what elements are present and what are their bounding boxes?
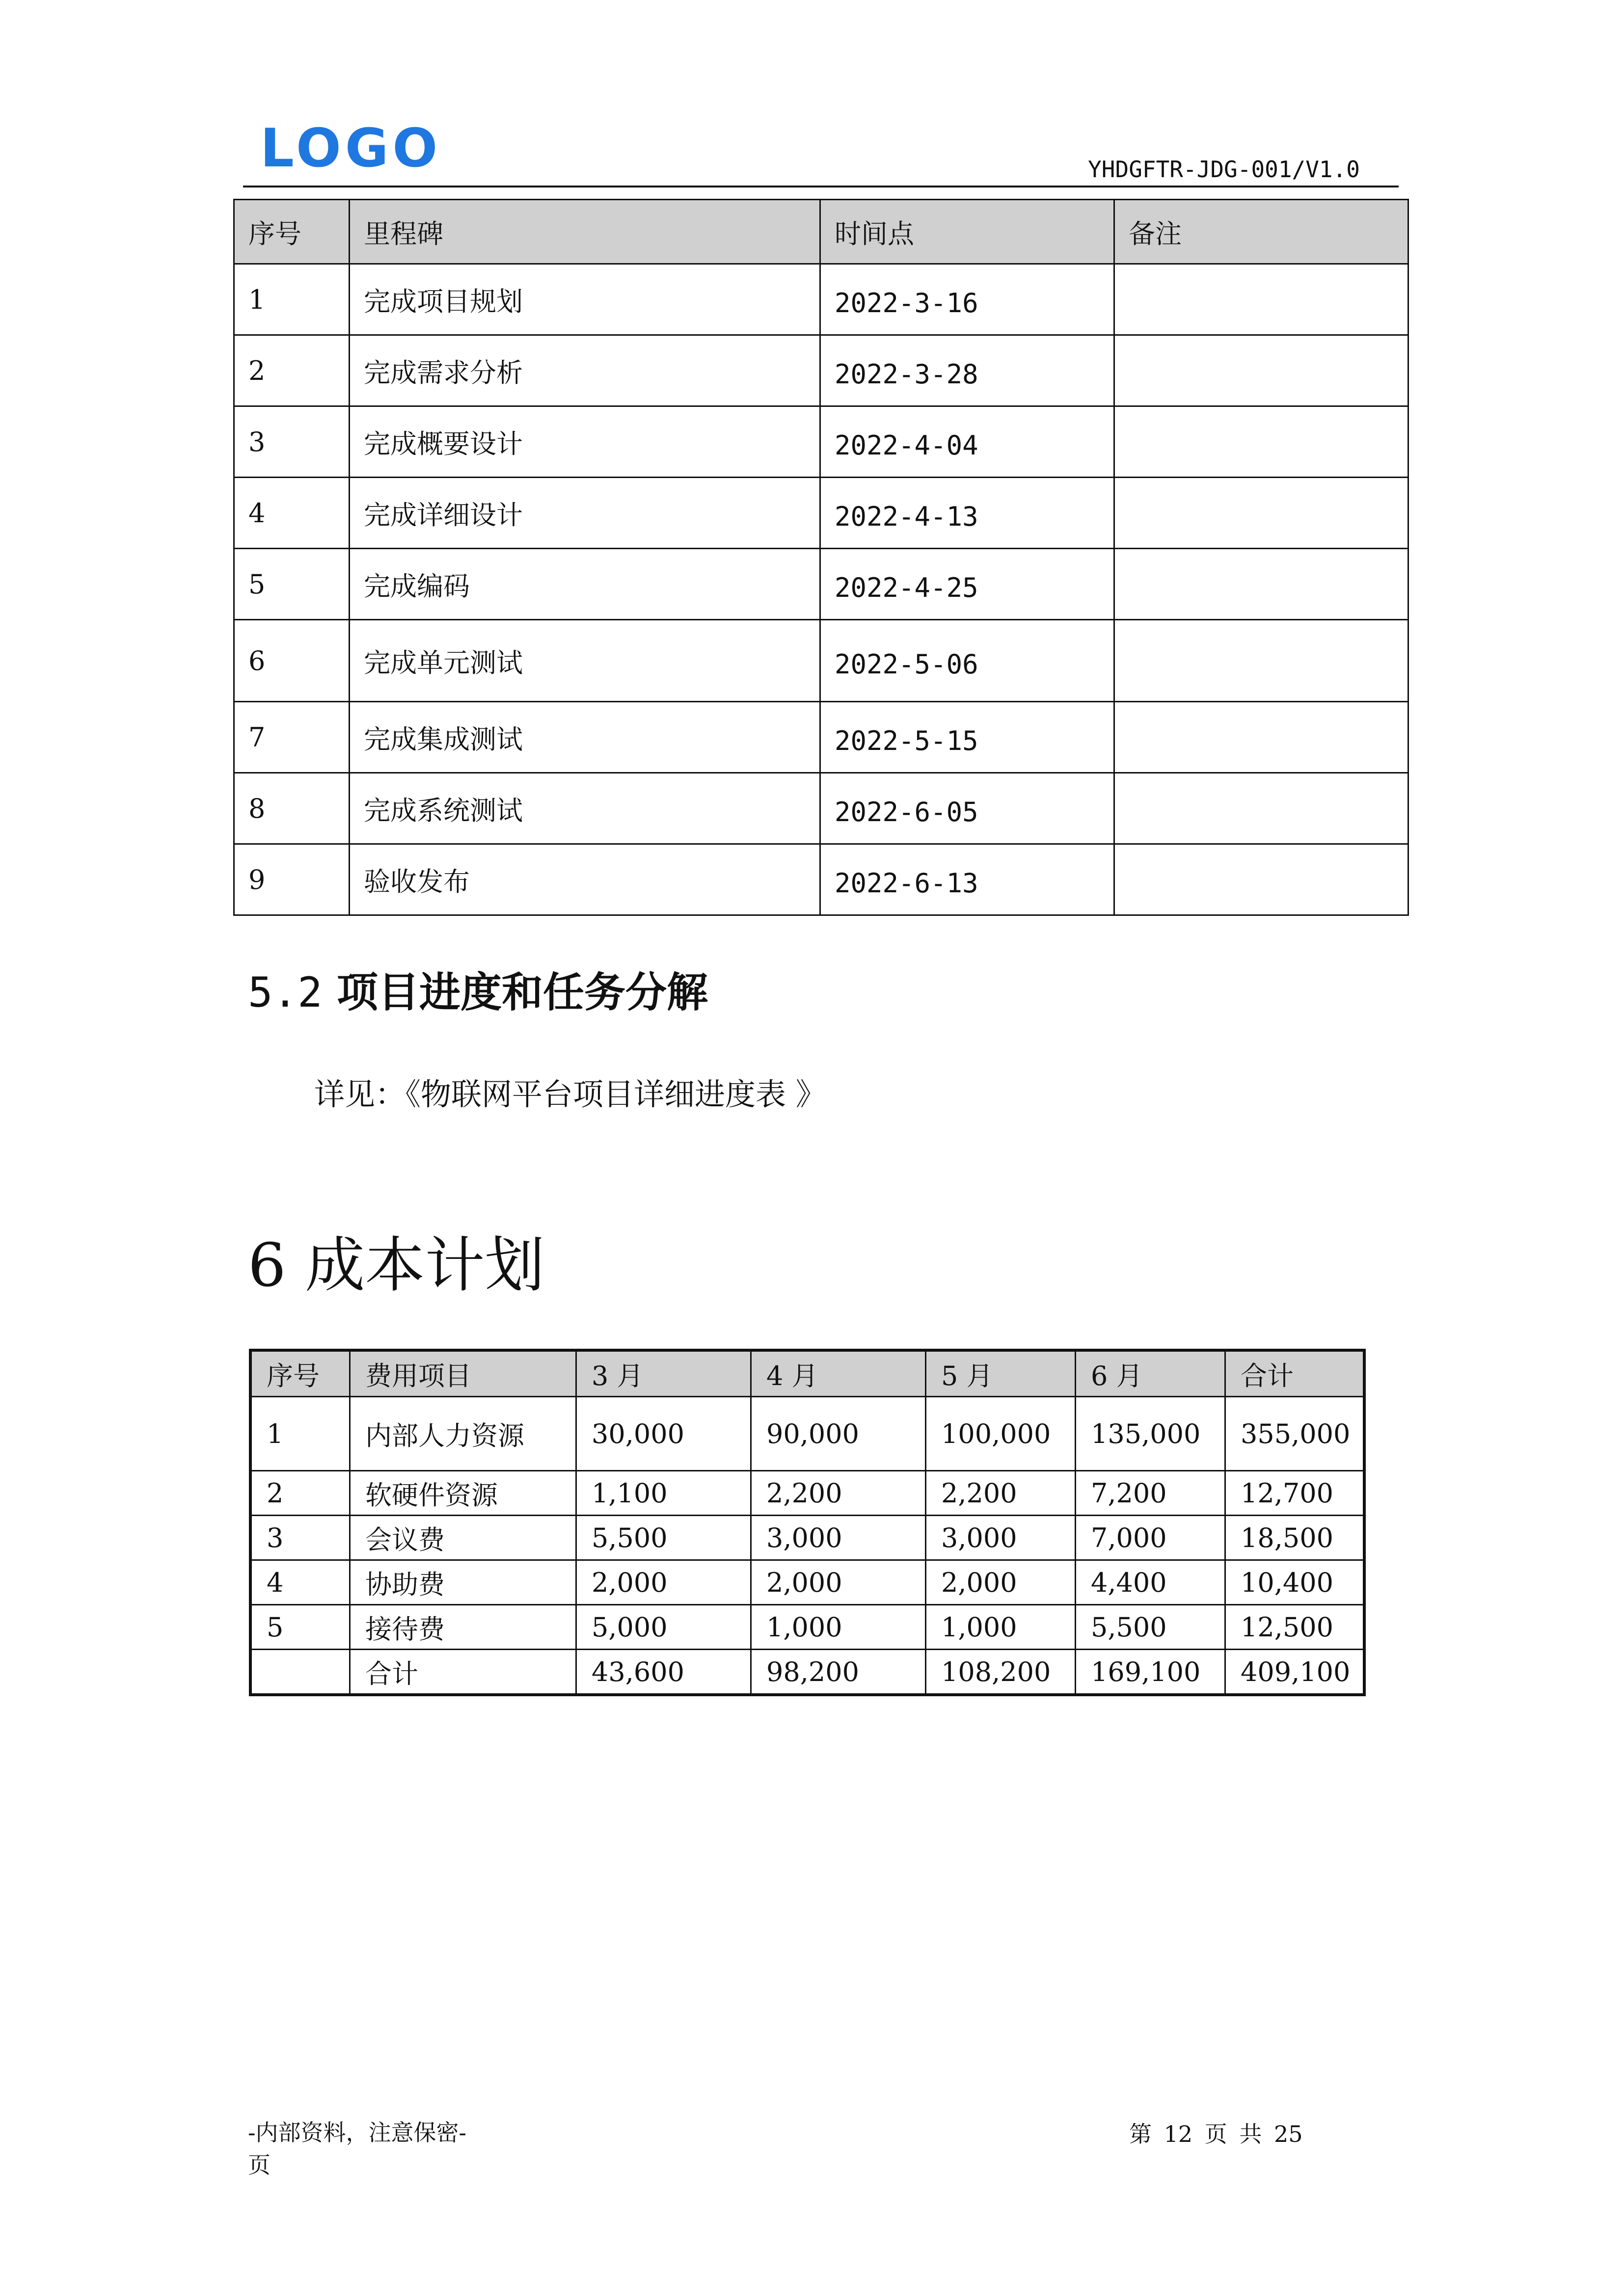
cost-item: 会议费 [350, 1516, 576, 1560]
col-header-june: 6 月 [1076, 1350, 1225, 1397]
cost-june: 169,100 [1076, 1650, 1225, 1695]
row-number: 4 [234, 478, 350, 549]
document-code: YHDGFTR-JDG-001/V1.0 [1088, 156, 1360, 183]
row-number: 4 [250, 1560, 350, 1605]
milestone-name: 完成编码 [350, 549, 820, 620]
milestone-name: 完成概要设计 [350, 406, 820, 478]
milestone-header-row [234, 200, 1408, 264]
milestone-date: 2022-5-15 [820, 702, 1114, 773]
cost-march: 5,000 [576, 1605, 751, 1650]
row-number: 5 [234, 549, 350, 620]
col-header-march: 3 月 [576, 1350, 751, 1397]
cost-march: 2,000 [576, 1560, 751, 1605]
schedule-reference: 详见：《物联网平台项目详细进度表 》 [314, 1076, 826, 1112]
milestone-name: 验收发布 [350, 844, 820, 915]
table-row [250, 1516, 1364, 1560]
cost-item: 协助费 [350, 1560, 576, 1605]
cost-total: 12,700 [1225, 1471, 1365, 1516]
col-header-item: 费用项目 [350, 1350, 576, 1397]
col-header-april: 4 月 [751, 1350, 926, 1397]
milestone-note [1114, 620, 1408, 702]
row-number [250, 1650, 350, 1695]
row-number: 7 [234, 702, 350, 773]
milestone-date: 2022-5-06 [820, 620, 1114, 702]
milestone-note [1114, 702, 1408, 773]
milestone-date: 2022-3-28 [820, 335, 1114, 406]
section-heading-6: 6 成本计划 [248, 1230, 545, 1300]
row-number: 2 [234, 335, 350, 406]
page-number: 第 12 页 共 25 [1129, 2121, 1303, 2147]
table-row [234, 620, 1408, 702]
header-divider [243, 186, 1399, 187]
cost-item: 合计 [350, 1650, 576, 1695]
row-number: 3 [250, 1516, 350, 1560]
footer-confidential-line1: -内部资料，注意保密- [248, 2119, 467, 2146]
milestone-date: 2022-4-04 [820, 406, 1114, 478]
row-number: 1 [234, 264, 350, 335]
milestone-note [1114, 773, 1408, 844]
milestone-note [1114, 264, 1408, 335]
cost-total: 18,500 [1225, 1516, 1365, 1560]
table-row [234, 702, 1408, 773]
cost-march: 30,000 [576, 1397, 751, 1471]
cost-april: 1,000 [751, 1605, 926, 1650]
milestone-name: 完成系统测试 [350, 773, 820, 844]
section-title: 项目进度和任务分解 [336, 968, 708, 1016]
col-header-may: 5 月 [926, 1350, 1076, 1397]
cost-april: 2,200 [751, 1471, 926, 1516]
cost-may: 108,200 [926, 1650, 1076, 1695]
cost-may: 1,000 [926, 1605, 1076, 1650]
table-row [234, 549, 1408, 620]
cost-total: 355,000 [1225, 1397, 1365, 1471]
cost-june: 135,000 [1076, 1397, 1225, 1471]
cost-april: 90,000 [751, 1397, 926, 1471]
milestone-name: 完成单元测试 [350, 620, 820, 702]
cost-may: 3,000 [926, 1516, 1076, 1560]
cost-march: 43,600 [576, 1650, 751, 1695]
table-row [234, 335, 1408, 406]
section-heading-5-2 [248, 960, 708, 1019]
table-row [234, 844, 1408, 915]
cost-may: 2,200 [926, 1471, 1076, 1516]
row-number: 5 [250, 1605, 350, 1650]
milestone-note [1114, 406, 1408, 478]
footer-confidential [248, 2116, 466, 2181]
cost-april: 98,200 [751, 1650, 926, 1695]
cost-june: 7,000 [1076, 1516, 1225, 1560]
cost-item: 接待费 [350, 1605, 576, 1650]
cost-total: 10,400 [1225, 1560, 1365, 1605]
cost-april: 3,000 [751, 1516, 926, 1560]
milestone-name: 完成需求分析 [350, 335, 820, 406]
table-row [250, 1560, 1364, 1605]
table-row [250, 1471, 1364, 1516]
col-header-date: 时间点 [820, 200, 1114, 264]
total-row [250, 1650, 1364, 1695]
row-number: 2 [250, 1471, 350, 1516]
col-header-total: 合计 [1225, 1350, 1365, 1397]
cost-june: 5,500 [1076, 1605, 1225, 1650]
cost-header-row [250, 1350, 1364, 1397]
milestone-note [1114, 478, 1408, 549]
col-header-note: 备注 [1114, 200, 1408, 264]
milestone-name: 完成集成测试 [350, 702, 820, 773]
cost-total: 409,100 [1225, 1650, 1365, 1695]
table-row [234, 773, 1408, 844]
cost-may: 2,000 [926, 1560, 1076, 1605]
col-header-milestone: 里程碑 [350, 200, 820, 264]
cost-june: 4,400 [1076, 1560, 1225, 1605]
milestone-table [233, 199, 1409, 916]
milestone-name: 完成项目规划 [350, 264, 820, 335]
row-number: 8 [234, 773, 350, 844]
milestone-date: 2022-6-05 [820, 773, 1114, 844]
row-number: 6 [234, 620, 350, 702]
milestone-date: 2022-4-25 [820, 549, 1114, 620]
cost-item: 内部人力资源 [350, 1397, 576, 1471]
milestone-date: 2022-6-13 [820, 844, 1114, 915]
cost-june: 7,200 [1076, 1471, 1225, 1516]
cost-april: 2,000 [751, 1560, 926, 1605]
company-logo: LOGO [260, 118, 442, 179]
milestone-note [1114, 549, 1408, 620]
cost-march: 5,500 [576, 1516, 751, 1560]
table-row [234, 478, 1408, 549]
cost-total: 12,500 [1225, 1605, 1365, 1650]
table-row [234, 264, 1408, 335]
cost-may: 100,000 [926, 1397, 1076, 1471]
row-number: 9 [234, 844, 350, 915]
footer-confidential-line2: 页 [248, 2152, 271, 2178]
table-row [250, 1397, 1364, 1471]
col-header-number: 序号 [234, 200, 350, 264]
col-header-number: 序号 [250, 1350, 350, 1397]
cost-table [249, 1349, 1366, 1696]
row-number: 1 [250, 1397, 350, 1471]
milestone-date: 2022-4-13 [820, 478, 1114, 549]
milestone-date: 2022-3-16 [820, 264, 1114, 335]
table-row [234, 406, 1408, 478]
table-row [250, 1605, 1364, 1650]
milestone-name: 完成详细设计 [350, 478, 820, 549]
milestone-note [1114, 844, 1408, 915]
milestone-note [1114, 335, 1408, 406]
section-number: 5.2 [248, 968, 323, 1016]
row-number: 3 [234, 406, 350, 478]
cost-item: 软硬件资源 [350, 1471, 576, 1516]
cost-march: 1,100 [576, 1471, 751, 1516]
